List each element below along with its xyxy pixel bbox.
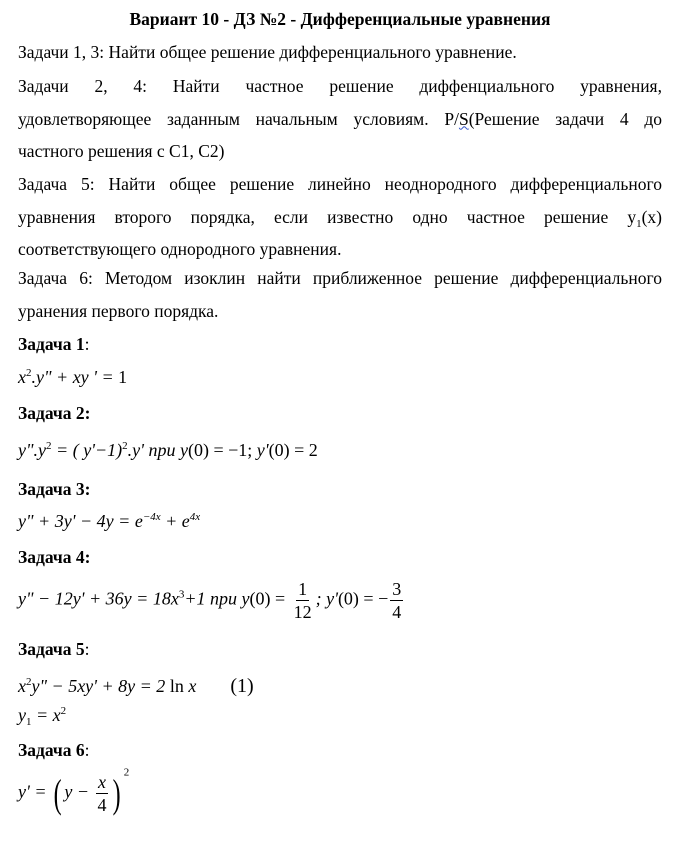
text-span: (Решение задачи 4 до [468, 108, 662, 129]
fraction [95, 771, 108, 816]
text-line: Задачи 1, 3: Найти общее решение дифференциального уравнение. [18, 42, 517, 62]
heading-label: Задача 4 [18, 547, 85, 567]
task-4-formula [18, 578, 405, 623]
denominator: 4 [392, 602, 402, 622]
task-2-formula [18, 440, 318, 461]
math-part: +1 при y [184, 588, 250, 609]
heading-label: Задача 3 [18, 479, 85, 499]
math-part: ln [169, 676, 184, 696]
math-part: x [18, 367, 26, 387]
task-1-heading [18, 334, 90, 355]
math-part: (0) = −1; [188, 440, 257, 460]
math-part: .y' при y [127, 440, 188, 460]
text-span: (x) [641, 206, 662, 227]
text-line [18, 103, 662, 136]
math-part: (0) = [249, 588, 290, 609]
math-part: + e [160, 511, 190, 531]
right-paren: ) [113, 771, 122, 816]
math-part: y [18, 705, 26, 725]
numerator: 1 [298, 579, 308, 599]
task-2-heading [18, 403, 90, 424]
math-part: y' = [18, 781, 51, 802]
numerator: x [97, 772, 106, 792]
math-sup: 2 [122, 440, 128, 452]
math-part: y" − 5xy' + 8y = 2 [31, 676, 170, 696]
text-line: уранения первого порядка. [18, 300, 219, 321]
task-3-heading [18, 479, 90, 500]
text-span: удовлетворяющее заданным начальным условиям. P/ [18, 108, 459, 129]
task-6-heading [18, 740, 90, 761]
math-part: y".y [18, 440, 47, 460]
math-part: = ( y'−1) [51, 440, 123, 460]
document-title: Вариант 10 - ДЗ №2 - Дифференциальные уравнения [129, 9, 551, 29]
numerator: 3 [392, 579, 402, 599]
heading-colon: : [84, 740, 90, 760]
paragraph-task-6 [18, 262, 662, 327]
text-line: Задача 5: Найти общее решение линейно неоднородного дифференциального [18, 174, 662, 194]
math-sup: −4x [142, 511, 161, 523]
heading-label: Задача 2 [18, 403, 85, 423]
heading-label: Задача 5 [18, 639, 85, 659]
task-4-heading [18, 547, 90, 568]
heading-colon: : [84, 547, 91, 567]
text-line: соответствующего однородного уравнения. [18, 239, 342, 259]
paragraph-tasks-2-4 [18, 70, 662, 168]
task-5-heading [18, 639, 90, 660]
math-part: y − [64, 781, 94, 802]
math-sup: 3 [178, 588, 185, 601]
math-sup: 2 [26, 676, 32, 688]
task-3-formula [18, 511, 200, 532]
text-line: Задачи 2, 4: Найти частное решение диффенциального уравнения, [18, 76, 662, 96]
math-sup: 2 [123, 766, 130, 779]
math-sup: 2 [26, 367, 32, 379]
math-part: (0) = 2 [268, 440, 318, 460]
heading-colon: : [84, 403, 91, 423]
math-sup: 4x [189, 511, 201, 523]
math-sup: 2 [60, 705, 67, 717]
heading-label: Задача 6 [18, 740, 85, 760]
math-part: x [18, 676, 26, 696]
math-part: ; y' [315, 588, 338, 609]
fraction [292, 578, 314, 623]
heading-colon: : [84, 639, 90, 659]
equation-number: (1) [230, 675, 254, 697]
denominator: 12 [293, 602, 312, 622]
math-part: y" − 12y' + 36y = 18x [18, 588, 179, 609]
heading-label: Задача 1 [18, 334, 85, 354]
math-sup: 2 [46, 440, 52, 452]
math-part: .y" + xy ' = [31, 367, 119, 387]
task-6-formula [18, 766, 130, 817]
denominator: 4 [97, 795, 107, 815]
task-5-particular-solution [18, 705, 66, 726]
spellcheck-word: S [458, 108, 469, 129]
math-part: y' [256, 440, 269, 460]
text-line: Задача 6: Методом изоклин найти приближенное решение дифференциального [18, 268, 662, 288]
left-paren: ( [53, 771, 62, 816]
math-sub: 1 [26, 716, 32, 728]
text-span: уравнения второго порядка, если известно одно частное решение y [18, 206, 637, 227]
math-part: y" + 3y' − 4y = e [18, 511, 143, 531]
task-5-formula [18, 675, 254, 698]
math-part: = x [31, 705, 61, 725]
math-part: (0) = − [337, 588, 389, 609]
task-1-formula [18, 367, 127, 388]
heading-colon: : [84, 479, 91, 499]
subscript: 1 [636, 217, 642, 230]
text-line [18, 201, 662, 234]
paragraph-task-5 [18, 168, 662, 266]
paragraph-tasks-1-3 [18, 36, 662, 69]
math-part: x [183, 676, 197, 696]
heading-colon: : [84, 334, 90, 354]
fraction [390, 578, 403, 623]
math-part: 1 [118, 367, 128, 387]
text-line: частного решения с С1, С2) [18, 141, 225, 161]
